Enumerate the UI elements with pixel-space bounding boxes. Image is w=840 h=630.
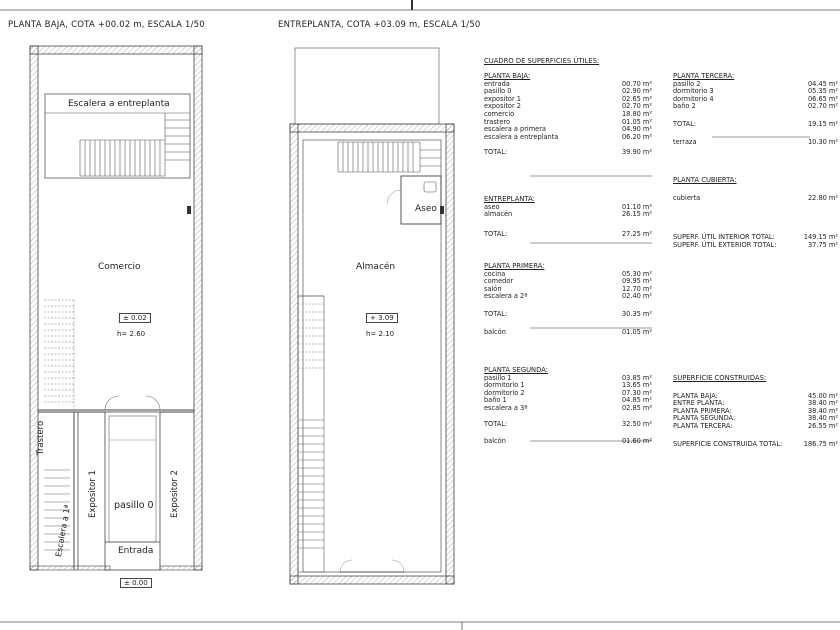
row-name: dormitorio 3 xyxy=(673,87,714,96)
row-name: dormitorio 1 xyxy=(484,381,525,390)
row-value: 12.70 m² xyxy=(621,284,652,293)
construida-total: 186.75 m² xyxy=(803,439,838,448)
table-row xyxy=(673,242,838,250)
row-value: 05.35 m² xyxy=(807,87,838,96)
row-name: cubierta xyxy=(673,193,701,202)
row-name: escalera a primera xyxy=(484,125,546,134)
planta-segunda-balcon-label: balcón xyxy=(484,437,506,446)
row-name: dormitorio 2 xyxy=(484,388,525,397)
row-value: 26.15 m² xyxy=(621,210,652,219)
ground-floor-title: PLANTA BAJA, COTA +00.02 m, ESCALA 1/50 xyxy=(8,20,205,30)
row-value: 18.80 m² xyxy=(621,109,652,118)
row-value: 26.55 m² xyxy=(807,421,838,430)
row-value: 04.85 m² xyxy=(621,396,652,405)
comercio-label: Comercio xyxy=(98,262,141,272)
table-row xyxy=(484,211,652,219)
expositor-2-label: Expositor 2 xyxy=(170,470,180,518)
row-name: SUPERF. ÚTIL INTERIOR TOTAL: xyxy=(673,233,775,241)
row-value: 38.40 m² xyxy=(807,414,838,423)
superficie-util-totals xyxy=(673,234,838,249)
ground-level-badge: ± 0.02 xyxy=(119,313,151,323)
planta-tercera-terraza-label: terraza xyxy=(673,137,697,146)
row-name: PLANTA BAJA: xyxy=(673,391,718,400)
row-name: escalera a 2ª xyxy=(484,292,528,301)
planta-segunda-total: 32.50 m² xyxy=(621,419,652,428)
planta-segunda-balcon: 01.60 m² xyxy=(621,437,652,446)
planta-tercera-terraza: 10.30 m² xyxy=(807,137,838,146)
planta-cubierta-block xyxy=(673,177,838,202)
planta-primera-total: 30.35 m² xyxy=(621,309,652,318)
planta-baja-block xyxy=(484,73,652,157)
row-value: 02.90 m² xyxy=(621,87,652,96)
row-name: baño 2 xyxy=(673,102,696,111)
planta-tercera-total: 19.15 m² xyxy=(807,119,838,128)
row-value: 02.85 m² xyxy=(621,403,652,412)
row-name: PLANTA TERCERA: xyxy=(673,421,733,430)
row-value: 37.75 m² xyxy=(807,240,838,249)
mezzanine-height-label: h= 2.10 xyxy=(366,330,395,338)
row-value: 02.65 m² xyxy=(621,94,652,103)
row-name: almacén xyxy=(484,210,513,219)
planta-cubierta-header: PLANTA CUBIERTA: xyxy=(673,176,737,184)
row-value: 01.05 m² xyxy=(621,117,652,126)
row-name: pasillo 0 xyxy=(484,87,512,96)
planta-baja-header: PLANTA BAJA: xyxy=(484,72,531,80)
row-value: 13.65 m² xyxy=(621,381,652,390)
row-value: 02.70 m² xyxy=(621,102,652,111)
mezzanine-title: ENTREPLANTA, COTA +03.09 m, ESCALA 1/50 xyxy=(278,20,481,30)
expositor-1-label: Expositor 1 xyxy=(88,470,98,518)
row-value: 06.20 m² xyxy=(621,132,652,141)
escalera-primera-label: Escalera a 1ª xyxy=(54,504,73,558)
row-name: ENTRE PLANTA: xyxy=(673,399,725,408)
row-value: 09.95 m² xyxy=(621,277,652,286)
table-row xyxy=(673,103,838,111)
stair-to-mezzanine-label: Escalera a entreplanta xyxy=(68,99,170,109)
row-name: comercio xyxy=(484,109,515,118)
planta-primera-total-label: TOTAL: xyxy=(484,309,508,318)
row-name: escalera a entreplanta xyxy=(484,132,559,141)
row-value: 22.80 m² xyxy=(807,193,838,202)
entrada-label: Entrada xyxy=(118,546,154,556)
row-name: baño 1 xyxy=(484,396,507,405)
row-value: 07.30 m² xyxy=(621,388,652,397)
planta-primera-balcon: 01.05 m² xyxy=(621,327,652,336)
row-value: 05.30 m² xyxy=(621,269,652,278)
aseo-label: Aseo xyxy=(415,204,437,214)
row-value: 02.70 m² xyxy=(807,102,838,111)
row-name: expositor 2 xyxy=(484,102,521,111)
row-value: 04.45 m² xyxy=(807,79,838,88)
entreplanta-total: 27.25 m² xyxy=(621,229,652,238)
entreplanta-block xyxy=(484,196,652,238)
planta-tercera-header: PLANTA TERCERA: xyxy=(673,72,735,80)
planta-baja-total: 39.90 m² xyxy=(621,148,652,157)
row-value: 38.40 m² xyxy=(807,406,838,415)
row-name: pasillo 1 xyxy=(484,373,512,382)
row-name: PLANTA SEGUNDA: xyxy=(673,414,736,423)
planta-primera-block xyxy=(484,263,652,336)
trastero-label: Trastero xyxy=(36,420,46,455)
row-name: cocina xyxy=(484,269,506,278)
row-value: 45.00 m² xyxy=(807,391,838,400)
construidas-header: SUPERFICIE CONSTRUIDAS: xyxy=(673,374,767,382)
planta-primera-balcon-label: balcón xyxy=(484,327,506,336)
table-row xyxy=(673,195,838,203)
row-name: expositor 1 xyxy=(484,94,521,103)
row-value: 00.70 m² xyxy=(621,79,652,88)
row-name: aseo xyxy=(484,202,500,211)
construida-total-label: SUPERFICIE CONSTRUIDA TOTAL: xyxy=(673,439,783,448)
row-value: 04.90 m² xyxy=(621,125,652,134)
almacen-label: Almacén xyxy=(356,262,396,272)
row-name: entrada xyxy=(484,79,510,88)
row-name: comedor xyxy=(484,277,514,286)
entry-level-badge: ± 0.00 xyxy=(120,578,152,588)
entreplanta-header: ENTREPLANTA: xyxy=(484,195,535,203)
table-row xyxy=(484,405,652,413)
row-value: 03.85 m² xyxy=(621,373,652,382)
construidas-block xyxy=(673,375,838,448)
table-row xyxy=(484,293,652,301)
row-name: dormitorio 4 xyxy=(673,94,714,103)
row-value: 01.10 m² xyxy=(621,202,652,211)
row-name: pasillo 2 xyxy=(673,79,701,88)
row-name: PLANTA PRIMERA: xyxy=(673,406,732,415)
row-value: 38.40 m² xyxy=(807,399,838,408)
planta-segunda-total-label: TOTAL: xyxy=(484,419,508,428)
row-value: 02.40 m² xyxy=(621,292,652,301)
pasillo-0-label: pasillo 0 xyxy=(114,500,154,511)
row-name: SUPERF. ÚTIL EXTERIOR TOTAL: xyxy=(673,240,777,249)
row-name: trastero xyxy=(484,117,511,126)
row-value: 149.15 m² xyxy=(803,233,838,241)
planta-tercera-total-label: TOTAL: xyxy=(673,119,697,128)
row-name: escalera a 3ª xyxy=(484,403,528,412)
row-name: salón xyxy=(484,284,502,293)
planta-segunda-header: PLANTA SEGUNDA: xyxy=(484,366,549,374)
planta-segunda-block xyxy=(484,367,652,446)
table-row xyxy=(673,423,838,431)
surfaces-table-title: CUADRO DE SUPERFICIES ÚTILES: xyxy=(484,57,600,65)
planta-baja-total-label: TOTAL: xyxy=(484,148,508,157)
planta-primera-header: PLANTA PRIMERA: xyxy=(484,262,545,270)
planta-tercera-block xyxy=(673,73,838,146)
table-row xyxy=(484,134,652,142)
mezzanine-level-badge: + 3.09 xyxy=(366,313,398,323)
row-value: 06.65 m² xyxy=(807,94,838,103)
entreplanta-total-label: TOTAL: xyxy=(484,229,508,238)
ground-height-label: h= 2.60 xyxy=(117,330,146,338)
